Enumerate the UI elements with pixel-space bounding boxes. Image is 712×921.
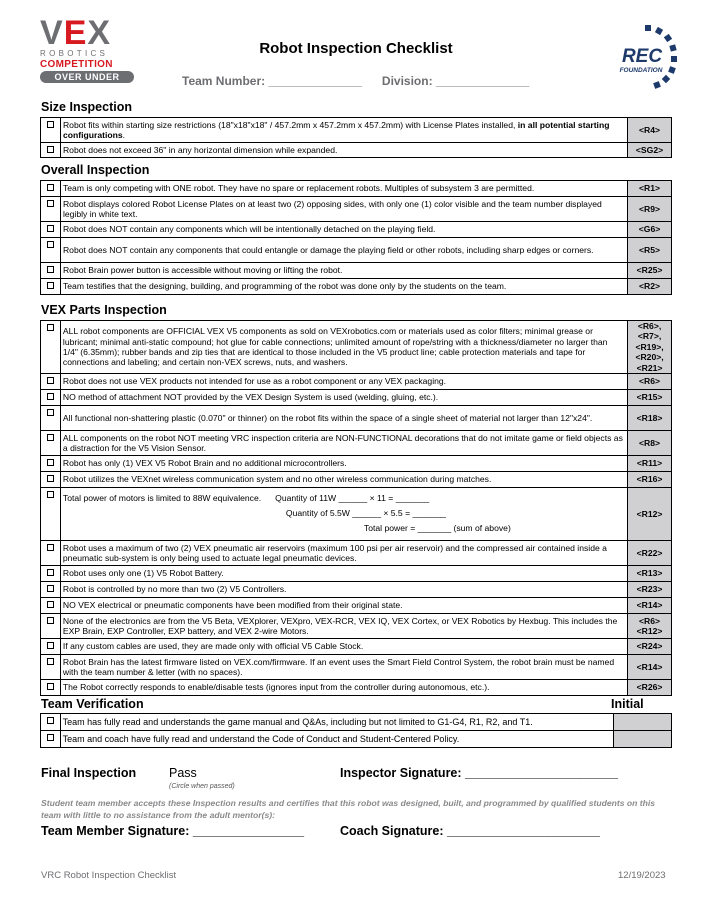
checklist-text: Robot does NOT contain any components which will be intentionally detached on the playing field.: [60, 222, 627, 238]
checklist-text: Robot Brain has the latest firmware listed on VEX.com/firmware. If an event uses the Smart Field Control System, the robot brain must be named with the team number & letter (with no spaces).: [60, 655, 627, 680]
vex-logo-word: VEX: [40, 14, 112, 52]
overall-inspection-title: Overall Inspection: [41, 163, 150, 177]
rule-reference: <R2>: [628, 279, 672, 295]
rule-reference: <R11>: [628, 456, 672, 472]
checklist-text: Team has fully read and understands the game manual and Q&As, including but not limited to G1-G4, R1, R2, and T1.: [60, 714, 613, 731]
rule-reference: <R6>: [628, 374, 672, 390]
checkbox[interactable]: [47, 717, 54, 724]
rule-reference: <R22>: [628, 541, 672, 566]
rule-reference: <R1>: [628, 181, 672, 197]
rule-reference: <R6>, <R7>, <R19>, <R20>, <R21>: [628, 321, 672, 374]
footer-title: VRC Robot Inspection Checklist: [41, 870, 177, 881]
checklist-text: ALL robot components are OFFICIAL VEX V5 components as sold on VEXrobotics.com or materials used as color filters; minimal grease or lubricant; minimal anti-static compound; hot glue for cable connections; unlimited amount of rope/string with a thickness/diameter no larger than 1/4" (6.35mm); rubber bands and zip ties that are identical to those included in the V5 product line; cable protection materials and tape for connections and labeling; and certain non-VEX screws, nuts, and washers.: [60, 321, 627, 374]
checklist-row: [41, 143, 672, 158]
checkbox[interactable]: [47, 266, 54, 273]
checklist-row: [41, 714, 672, 731]
checklist-row: [41, 279, 672, 295]
checklist-text: Robot uses only one (1) V5 Robot Battery.: [60, 566, 627, 582]
checklist-text: Robot does not exceed 36" in any horizontal dimension while expanded.: [60, 143, 627, 158]
checkbox[interactable]: [47, 617, 54, 624]
overall-inspection-table: [40, 180, 672, 295]
team-member-signature-field[interactable]: Team Member Signature: ________________: [41, 824, 305, 838]
checklist-row: [41, 598, 672, 614]
checklist-row: [41, 263, 672, 279]
checklist-row: [41, 222, 672, 238]
checklist-row: [41, 390, 672, 406]
rule-reference: <R24>: [628, 639, 672, 655]
checkbox[interactable]: [47, 200, 54, 207]
checklist-row: [41, 406, 672, 431]
rule-reference: <R4>: [628, 118, 672, 143]
checklist-text: Robot has only (1) VEX V5 Robot Brain and no additional microcontrollers.: [60, 456, 627, 472]
checklist-text: Robot does NOT contain any components that could entangle or damage the playing field or other robots, including sharp edges or corners.: [60, 238, 627, 263]
checkbox[interactable]: [47, 491, 54, 498]
svg-text:FOUNDATION: FOUNDATION: [619, 67, 663, 74]
checklist-text: Robot displays colored Robot License Plates on at least two (2) opposing sides, with only one (1) color visible and the team number displayed legibly in white text.: [60, 197, 627, 222]
rule-reference: <R15>: [628, 390, 672, 406]
checkbox[interactable]: [47, 146, 54, 153]
parts-inspection-title: VEX Parts Inspection: [41, 303, 167, 317]
parts-inspection-table: [40, 320, 672, 696]
team-info-line: [182, 74, 529, 88]
checklist-row: [41, 731, 672, 748]
initial-field[interactable]: [613, 731, 671, 748]
total-power-field[interactable]: Total power = _______ (sum of above): [363, 523, 511, 534]
checkbox[interactable]: [47, 601, 54, 608]
checklist-row: [41, 639, 672, 655]
rule-reference: <R8>: [628, 431, 672, 456]
checklist-text: If any custom cables are used, they are made only with official V5 Cable Stock.: [60, 639, 627, 655]
rule-reference: <R26>: [628, 680, 672, 696]
rule-reference: <R6> <R12>: [628, 614, 672, 639]
checklist-text: Robot does not use VEX products not intended for use as a robot component or any VEX packaging.: [60, 374, 627, 390]
checklist-row: [41, 456, 672, 472]
rule-reference: <R9>: [628, 197, 672, 222]
size-inspection-title: Size Inspection: [41, 100, 132, 114]
checkbox[interactable]: [47, 393, 54, 400]
rule-reference: <R25>: [628, 263, 672, 279]
rule-reference: <R5>: [628, 238, 672, 263]
coach-signature-field[interactable]: Coach Signature: ______________________: [340, 824, 600, 838]
checklist-text: ALL components on the robot NOT meeting VRC inspection criteria are NON-FUNCTIONAL decorations that do not imitate game or field objects as a distraction for the V5 Vision Sensor.: [60, 431, 627, 456]
checklist-row: [41, 566, 672, 582]
rule-reference: <R18>: [628, 406, 672, 431]
final-inspection-label: Final Inspection: [41, 766, 137, 780]
checkbox[interactable]: [47, 734, 54, 741]
rule-reference: <SG2>: [628, 143, 672, 158]
checkbox[interactable]: [47, 324, 54, 331]
checklist-row: [41, 614, 672, 639]
checklist-text: Robot fits within starting size restrictions (18"x18"x18" / 457.2mm x 457.2mm x 457.2mm) with License Plates installed, in all potential starting configurations.: [60, 118, 627, 143]
checklist-row: [41, 431, 672, 456]
checkbox[interactable]: [47, 184, 54, 191]
rec-foundation-logo: [612, 24, 682, 90]
checklist-text: Team and coach have fully read and understand the Code of Conduct and Student-Centered Policy.: [60, 731, 613, 748]
checklist-row: [41, 321, 672, 374]
initial-column-label: Initial: [611, 697, 644, 711]
vex-logo-robotics: ROBOTICS: [40, 49, 109, 58]
inspector-signature-field[interactable]: Inspector Signature: ______________________: [340, 766, 618, 780]
checklist-text: Robot is controlled by no more than two (2) V5 Controllers.: [60, 582, 627, 598]
pass-option[interactable]: Pass: [169, 766, 197, 780]
checklist-row: [41, 472, 672, 488]
checklist-text: Team testifies that the designing, building, and programming of the robot was done only by the students on the team.: [60, 279, 627, 295]
rule-reference: <R13>: [628, 566, 672, 582]
rule-reference: <R16>: [628, 472, 672, 488]
checklist-row: [41, 238, 672, 263]
page-title: Robot Inspection Checklist: [259, 40, 453, 57]
checkbox[interactable]: [47, 409, 54, 416]
team-verification-title: Team Verification: [41, 697, 144, 711]
rule-reference: <R12>: [628, 488, 672, 541]
quantity-11w-field[interactable]: Quantity of 11W ______ × 11 = _______: [275, 493, 430, 504]
checklist-text: The Robot correctly responds to enable/disable tests (ignores input from the controller during autonomous, etc.).: [60, 680, 627, 696]
checklist-row: [41, 181, 672, 197]
checkbox[interactable]: [47, 241, 54, 248]
svg-text:REC: REC: [621, 46, 663, 67]
vex-logo-competition: COMPETITION: [40, 59, 113, 70]
rule-reference: <R23>: [628, 582, 672, 598]
circle-note: (Circle when passed): [169, 783, 235, 790]
checklist-row: [41, 680, 672, 696]
rule-reference: <R14>: [628, 655, 672, 680]
team-verification-table: [40, 713, 672, 748]
checkbox[interactable]: [47, 475, 54, 482]
checklist-text: Team is only competing with ONE robot. They have no spare or replacement robots. Multiples of subsystem 3 are permitted.: [60, 181, 627, 197]
checkbox[interactable]: [47, 585, 54, 592]
checklist-text: None of the electronics are from the V5 Beta, VEXplorer, VEXpro, VEX-RCR, VEX IQ, VEX Cortex, or VEX Robotics by Hexbug. This includes the EXP Brain, EXP Controller, EXP battery, and VEX 2-wire Motors.: [60, 614, 627, 639]
checkbox[interactable]: [47, 459, 54, 466]
checklist-text: All functional non-shattering plastic (0.070" or thinner) on the robot fits within the space of a single sheet of material not larger than 12"x24".: [60, 406, 627, 431]
checkbox[interactable]: [47, 434, 54, 441]
checklist-text: NO method of attachment NOT provided by the VEX Design System is used (welding, gluing, etc.).: [60, 390, 627, 406]
checklist-row: [41, 197, 672, 222]
rule-reference: <R14>: [628, 598, 672, 614]
initial-field[interactable]: [613, 714, 671, 731]
checklist-row: [41, 374, 672, 390]
rule-reference: <G6>: [628, 222, 672, 238]
team-number-field[interactable]: Team Number: ______________: [182, 74, 362, 88]
checklist-row: [41, 118, 672, 143]
checkbox[interactable]: [47, 569, 54, 576]
motor-power-calculation: [60, 488, 627, 541]
checklist-text: Robot Brain power button is accessible without moving or lifting the robot.: [60, 263, 627, 279]
checklist-text: Robot utilizes the VEXnet wireless communication system and no other wireless communication during matches.: [60, 472, 627, 488]
checkbox[interactable]: [47, 121, 54, 128]
checklist-row: [41, 582, 672, 598]
vex-logo-game: OVER UNDER: [40, 71, 134, 83]
checklist-row: [41, 655, 672, 680]
checklist-text: NO VEX electrical or pneumatic components have been modified from their original state.: [60, 598, 627, 614]
footer-date: 12/19/2023: [618, 870, 666, 881]
quantity-5-5w-field[interactable]: Quantity of 5.5W ______ × 5.5 = _______: [285, 508, 446, 519]
size-inspection-table: [40, 117, 672, 158]
motor-power-row: [41, 488, 672, 541]
acceptance-statement: Student team member accepts these Inspection results and certifies that this robot was designed, built, and programmed by qualified students on this team with little to no assistance from the adult mentor(s):: [41, 798, 656, 820]
checklist-row: [41, 541, 672, 566]
checkbox[interactable]: [47, 544, 54, 551]
checkbox[interactable]: [47, 282, 54, 289]
checklist-text: Robot uses a maximum of two (2) VEX pneumatic air reservoirs (maximum 100 psi per air reservoir) and the compressed air contained inside a pneumatic sub-system is only being used to actuate legal pneumatic devices.: [60, 541, 627, 566]
power-limit-text: Total power of motors is limited to 88W equivalence.: [62, 493, 262, 504]
checkbox[interactable]: [47, 225, 54, 232]
division-field[interactable]: Division: ______________: [381, 74, 530, 88]
checkbox[interactable]: [47, 642, 54, 649]
checkbox[interactable]: [47, 683, 54, 690]
checkbox[interactable]: [47, 377, 54, 384]
checkbox[interactable]: [47, 658, 54, 665]
